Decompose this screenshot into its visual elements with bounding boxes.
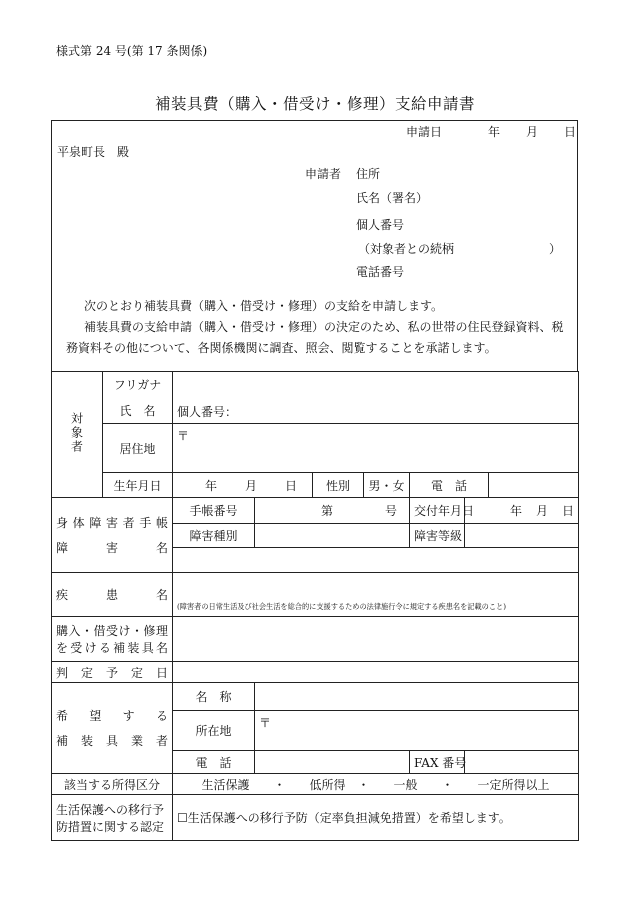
sex-options[interactable]: 男・女: [364, 473, 410, 498]
disability-type-field[interactable]: [255, 524, 410, 548]
applicant-personal-number-label: 個人番号: [356, 218, 405, 232]
disease-note: (障害者の日常生活及び社会生活を総合的に支援するための法律施行令に規定する疾患名を記載のこと): [177, 602, 507, 611]
statement-line1: 次のとおり補装具費（購入・借受け・修理）の支給を申請します。: [84, 299, 444, 313]
disability-name-field[interactable]: [173, 548, 579, 573]
vendor-phone-field[interactable]: [255, 751, 410, 774]
subject-personal-number[interactable]: 個人番号：: [173, 398, 579, 424]
applicant-label: 申請者: [305, 167, 342, 181]
vendor-name-field[interactable]: [255, 683, 579, 711]
vendor-postal-mark: 〒: [259, 716, 272, 730]
form-number: 様式第 24 号(第 17 条関係): [56, 44, 208, 58]
addressee: 平泉町長 殿: [57, 145, 130, 159]
sex-label: 性別: [313, 473, 364, 498]
residence-field[interactable]: [173, 424, 579, 473]
judgment-date-field[interactable]: [173, 662, 579, 683]
disability-grade-field[interactable]: [465, 524, 579, 548]
applicant-name-label: 氏名（署名）: [356, 191, 429, 205]
postal-mark: 〒: [177, 429, 190, 443]
subject-phone-label: 電 話: [410, 473, 489, 498]
furigana-label: フリガナ: [103, 372, 173, 398]
disability-label: 身体障害者手帳 障害名: [52, 498, 173, 573]
date-day: 日: [564, 125, 577, 139]
applicant-address-label: 住所: [356, 167, 381, 181]
device-label: 購入・借受け・修理 を受ける補装具名: [52, 617, 173, 662]
welfare-label: 生活保護への移行予 防措置に関する認定: [52, 795, 173, 841]
subject-name-label: 氏 名: [103, 398, 173, 424]
disease-field[interactable]: [173, 573, 579, 617]
date-year: 年: [488, 125, 501, 139]
judgment-date-label: 判定予定日: [52, 662, 173, 683]
birth-date-field[interactable]: 年 月 日: [173, 473, 313, 498]
welfare-checkbox[interactable]: ☐生活保護への移行予防（定率負担減免措置）を希望します。: [173, 795, 579, 841]
device-field[interactable]: [173, 617, 579, 662]
application-date-label: 申請日: [406, 125, 443, 139]
disability-grade-label: 障害等級: [410, 524, 465, 548]
subject-phone-field[interactable]: [489, 473, 579, 498]
relationship-label: （対象者との続柄: [358, 242, 455, 256]
relationship-close: ）: [549, 242, 562, 256]
furigana-field[interactable]: [173, 372, 579, 398]
subject-section-label: 対象者: [52, 372, 103, 498]
vendor-phone-label: 電 話: [173, 751, 255, 774]
issue-date-field[interactable]: 年 月 日: [465, 498, 579, 524]
disease-label: 疾患名: [52, 573, 173, 617]
statement-line2: 補装具費の支給申請（購入・借受け・修理）の決定のため、私の世帯の住民登録資料、税務資料その他について、各関係機関に調査、照会、閲覧することを承諾します。: [66, 320, 564, 355]
income-category-options[interactable]: 生活保護 ・ 低所得 ・ 一般 ・ 一定所得以上: [173, 774, 579, 795]
vendor-label: 希望する 補装具業者: [52, 683, 173, 774]
issue-date-label: 交付年月日: [410, 498, 465, 524]
vendor-location-field[interactable]: [255, 711, 579, 751]
notebook-number-label: 手帳番号: [173, 498, 255, 524]
notebook-number-field[interactable]: 第 号: [255, 498, 410, 524]
vendor-fax-label: FAX 番号: [410, 751, 465, 774]
application-table: [51, 371, 579, 841]
applicant-phone-label: 電話番号: [356, 265, 405, 279]
income-category-label: 該当する所得区分: [52, 774, 173, 795]
date-month: 月: [526, 125, 539, 139]
disability-type-label: 障害種別: [173, 524, 255, 548]
document-title: 補装具費（購入・借受け・修理）支給申請書: [154, 95, 475, 113]
residence-label: 居住地: [103, 424, 173, 473]
vendor-location-label: 所在地: [173, 711, 255, 751]
birth-date-label: 生年月日: [103, 473, 173, 498]
vendor-fax-field[interactable]: [465, 751, 579, 774]
vendor-name-label: 名 称: [173, 683, 255, 711]
